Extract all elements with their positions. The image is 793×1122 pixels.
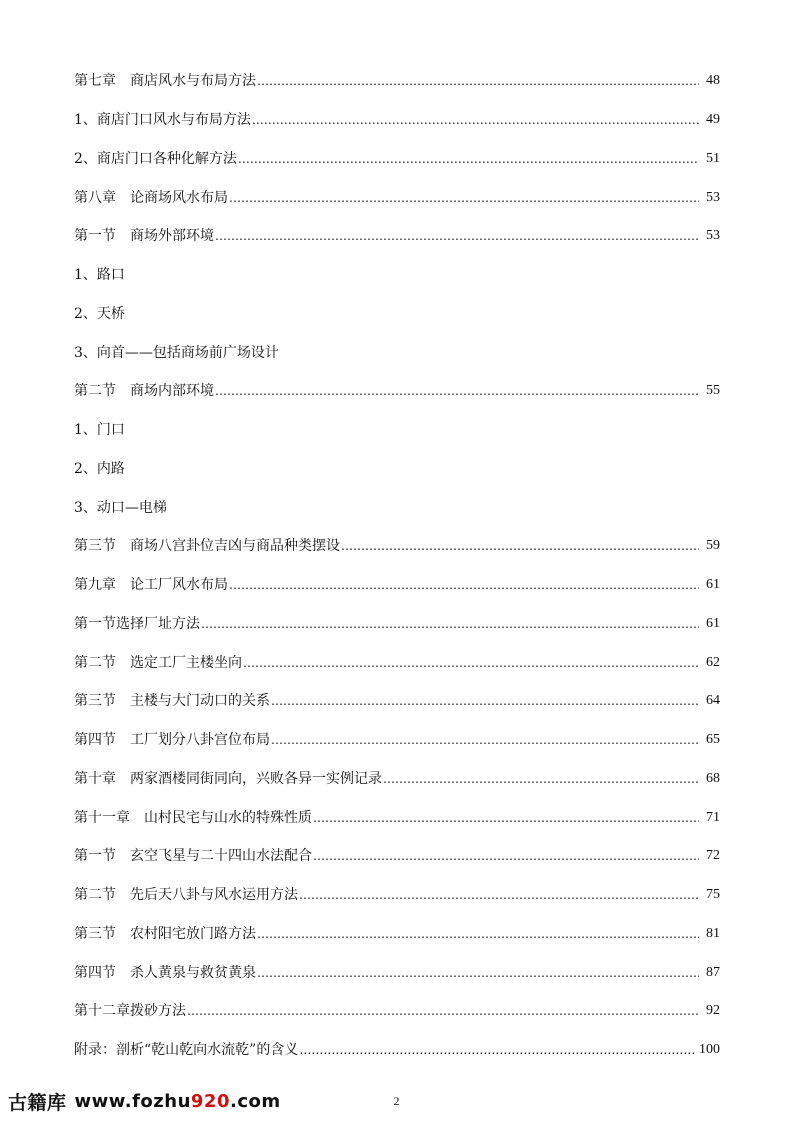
- toc-entry-title: 2、商店门口各种化解方法: [74, 150, 237, 167]
- toc-entry: [74, 295, 720, 334]
- toc-entry: [74, 217, 720, 256]
- toc-dot-leader: [215, 226, 699, 246]
- toc-entry-title: 第八章 论商场风水布局: [74, 189, 228, 206]
- toc-dot-leader: [341, 536, 699, 556]
- toc-entry-title: 第一节 玄空飞星与二十四山水法配合: [74, 848, 312, 865]
- watermark-site: [75, 1091, 281, 1112]
- toc-entry: [74, 333, 720, 372]
- table-of-contents: [74, 62, 720, 1070]
- toc-entry: [74, 876, 720, 915]
- toc-entry-page: 92: [706, 1003, 720, 1019]
- toc-entry-page: 68: [706, 770, 720, 786]
- toc-entry-page: 61: [706, 577, 720, 593]
- toc-entry-title: 1、门口: [74, 422, 125, 439]
- toc-entry: [74, 1031, 720, 1070]
- toc-entry: [74, 178, 720, 217]
- toc-entry: [74, 527, 720, 566]
- toc-entry: [74, 566, 720, 605]
- watermark-site-suffix: .com: [229, 1090, 281, 1112]
- watermark-brand: 古籍库: [8, 1091, 67, 1114]
- toc-entry-title: 第三节 主楼与大门动口的关系: [74, 693, 270, 710]
- toc-dot-leader: [229, 188, 699, 208]
- toc-entry: [74, 643, 720, 682]
- toc-entry-page: 65: [706, 732, 720, 748]
- toc-entry-title: 第二节 商场内部环境: [74, 383, 214, 400]
- toc-entry-page: 71: [706, 809, 720, 825]
- toc-dot-leader: [187, 1001, 699, 1021]
- toc-dot-leader: [271, 691, 699, 711]
- toc-entry-title: 第一节选择厂址方法: [74, 615, 200, 632]
- toc-entry: [74, 721, 720, 760]
- toc-entry-page: 49: [706, 112, 720, 128]
- toc-entry-title: 3、动口—电梯: [74, 499, 167, 516]
- toc-entry: [74, 798, 720, 837]
- toc-dot-leader: [383, 769, 699, 789]
- toc-entry-page: 53: [706, 228, 720, 244]
- toc-entry-page: 55: [706, 383, 720, 399]
- toc-entry-title: 第二节 先后天八卦与风水运用方法: [74, 887, 298, 904]
- toc-dot-leader: [299, 1040, 696, 1060]
- toc-dot-leader: [313, 846, 699, 866]
- toc-dot-leader: [252, 110, 699, 130]
- toc-entry: [74, 992, 720, 1031]
- toc-entry: [74, 682, 720, 721]
- toc-entry-title: 2、天桥: [74, 305, 125, 322]
- toc-entry: [74, 256, 720, 295]
- toc-entry: [74, 140, 720, 179]
- toc-entry: [74, 101, 720, 140]
- toc-dot-leader: [238, 149, 699, 169]
- toc-entry-title: 第十二章拨砂方法: [74, 1003, 186, 1020]
- toc-entry-title: 1、路口: [74, 267, 125, 284]
- toc-dot-leader: [243, 653, 699, 673]
- toc-entry-page: 53: [706, 189, 720, 205]
- toc-dot-leader: [229, 575, 699, 595]
- toc-entry: [74, 488, 720, 527]
- toc-entry-title: 2、内路: [74, 460, 125, 477]
- toc-entry-title: 1、商店门口风水与布局方法: [74, 112, 251, 129]
- toc-entry-page: 62: [706, 654, 720, 670]
- toc-entry: [74, 760, 720, 799]
- toc-entry: [74, 411, 720, 450]
- site-watermark: [8, 1088, 281, 1114]
- toc-entry-page: 81: [706, 925, 720, 941]
- toc-entry-title: 第四节 杀人黄泉与救贫黄泉: [74, 964, 256, 981]
- toc-entry-title: 第一节 商场外部环境: [74, 228, 214, 245]
- watermark-site-prefix: www.fozhu: [74, 1090, 191, 1112]
- toc-entry: [74, 450, 720, 489]
- toc-entry-title: 第十章 两家酒楼同街同向，兴败各异一实例记录: [74, 770, 382, 787]
- toc-entry-page: 75: [706, 887, 720, 903]
- toc-entry-page: 87: [706, 964, 720, 980]
- toc-entry-page: 100: [699, 1042, 720, 1058]
- page-number: 2: [393, 1094, 400, 1108]
- toc-dot-leader: [257, 963, 699, 983]
- toc-entry-page: 64: [706, 693, 720, 709]
- toc-entry: [74, 372, 720, 411]
- toc-entry-page: 48: [706, 73, 720, 89]
- toc-dot-leader: [299, 885, 699, 905]
- watermark-site-accent: 920: [190, 1090, 230, 1112]
- toc-entry-page: 61: [706, 615, 720, 631]
- toc-entry: [74, 837, 720, 876]
- toc-entry-title: 第三节 商场八宫卦位吉凶与商品种类摆设: [74, 538, 340, 555]
- toc-entry-title: 第三节 农村阳宅放门路方法: [74, 925, 256, 942]
- toc-dot-leader: [271, 730, 699, 750]
- toc-dot-leader: [201, 614, 699, 634]
- toc-entry-title: 附录：剖析“乾山乾向水流乾”的含义: [74, 1042, 299, 1059]
- toc-entry-title: 第二节 选定工厂主楼坐向: [74, 654, 242, 671]
- toc-entry-page: 72: [706, 848, 720, 864]
- toc-entry: [74, 915, 720, 954]
- toc-entry: [74, 953, 720, 992]
- toc-entry-title: 第四节 工厂划分八卦宫位布局: [74, 732, 270, 749]
- toc-entry-title: 第七章 商店风水与布局方法: [74, 73, 256, 90]
- toc-dot-leader: [215, 381, 699, 401]
- toc-entry-title: 3、向首——包括商场前广场设计: [74, 344, 279, 361]
- toc-entry: [74, 605, 720, 644]
- toc-entry-page: 51: [706, 150, 720, 166]
- toc-entry-page: 59: [706, 538, 720, 554]
- toc-entry-title: 第十一章 山村民宅与山水的特殊性质: [74, 809, 312, 826]
- toc-dot-leader: [313, 808, 699, 828]
- toc-entry-title: 第九章 论工厂风水布局: [74, 577, 228, 594]
- toc-dot-leader: [257, 924, 699, 944]
- toc-entry: [74, 62, 720, 101]
- toc-dot-leader: [257, 71, 699, 91]
